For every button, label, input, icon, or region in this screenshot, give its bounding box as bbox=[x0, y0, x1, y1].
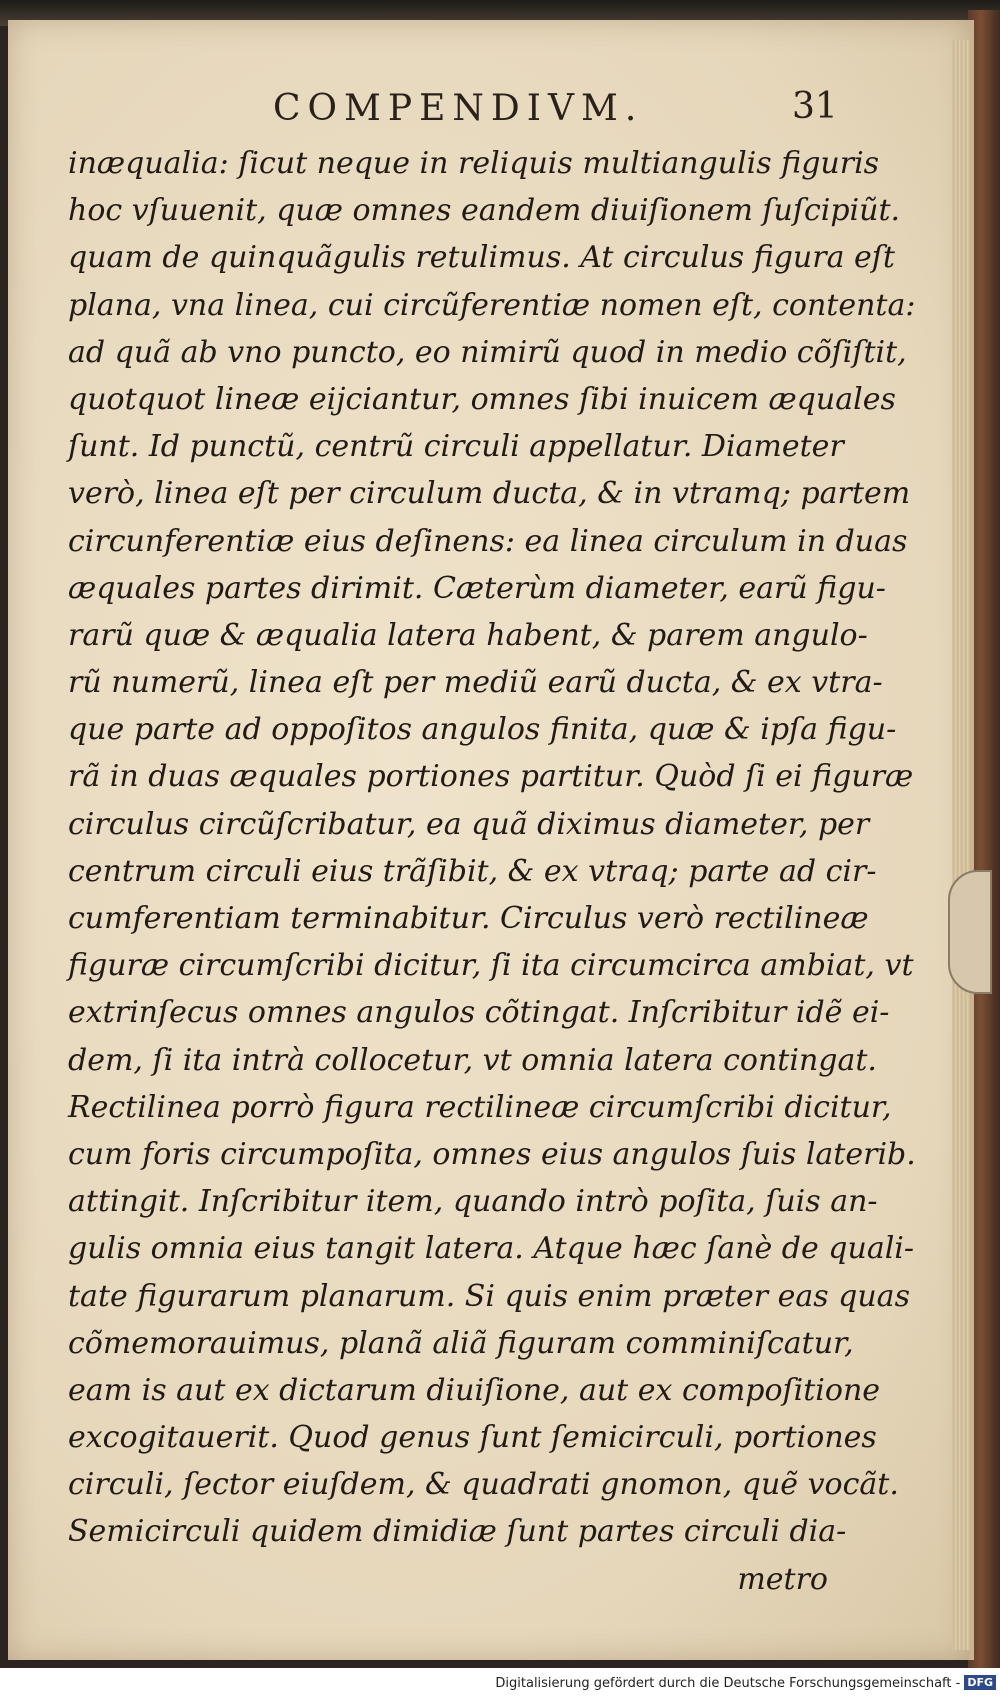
text-line: æquales partes dirimit. Cæterùm diameter, earũ figu- bbox=[68, 570, 886, 606]
text-line: cõmemorauimus, planã aliã figuram comminiſcatur, bbox=[68, 1325, 854, 1361]
dfg-logo: DFG bbox=[964, 1675, 996, 1690]
text-line: attingit. Inſcribitur item, quando intrò poſita, ſuis an- bbox=[68, 1184, 878, 1220]
text-line: rã in duas æquales portiones partitur. Quòd ſi ei figuræ bbox=[68, 759, 914, 795]
credit-text: Digitalisierung gefördert durch die Deutsche Forschungsgemeinschaft - bbox=[495, 1676, 961, 1691]
text-line: verò, linea eſt per circulum ducta, & in vtramq; partem bbox=[68, 476, 911, 512]
text-line: gulis omnia eius tangit latera. Atque hæc ſanè de quali- bbox=[68, 1231, 915, 1267]
text-line: plana, vna linea, cui circũferentiæ nomen eſt, contenta: bbox=[68, 287, 916, 323]
text-line: hoc vſuuenit, quæ omnes eandem diuiſionem ſuſcipiũt. bbox=[68, 193, 901, 229]
text-line: eam is aut ex dictarum diuiſione, aut ex compoſitione bbox=[68, 1372, 881, 1408]
text-line: ad quã ab vno puncto, eo nimirũ quod in medio cõſiſtit, bbox=[68, 334, 907, 370]
text-line: circuli, ſector eiuſdem, & quadrati gnomon, quẽ vocãt. bbox=[68, 1467, 899, 1503]
text-line: rũ numerũ, linea eſt per mediũ earũ ducta, & ex vtra- bbox=[68, 665, 883, 701]
text-line: extrinſecus omnes angulos cõtingat. Inſcribitur idẽ ei- bbox=[68, 995, 890, 1031]
page-number: 31 bbox=[792, 86, 838, 127]
text-line: cum foris circumpoſita, omnes eius angulos ſuis laterib. bbox=[68, 1136, 916, 1172]
text-line: rarũ quæ & æqualia latera habent, & parem angulo- bbox=[68, 617, 868, 653]
page-fore-edge bbox=[952, 40, 970, 1650]
text-line: Semicirculi quidem dimidiæ ſunt partes circuli dia- bbox=[68, 1514, 847, 1550]
text-line: dem, ſi ita intrà collocetur, vt omnia latera contingat. bbox=[68, 1042, 877, 1078]
text-line: circunferentiæ eius deſinens: ea linea circulum in duas bbox=[68, 523, 908, 559]
text-line: inæqualia: ſicut neque in reliquis multiangulis figuris bbox=[68, 146, 880, 181]
running-title: COMPENDIVM. bbox=[273, 88, 644, 129]
text-line: que parte ad oppoſitos angulos finita, quæ & ipſa figu- bbox=[68, 712, 897, 748]
text-line: ſunt. Id punctũ, centrũ circuli appellatur. Diameter bbox=[68, 429, 844, 465]
text-line: metro bbox=[737, 1561, 828, 1597]
text-line: Rectilinea porrò figura rectilineæ circumſcribi dicitur, bbox=[68, 1089, 892, 1125]
text-line: tate figurarum planarum. Si quis enim præter eas quas bbox=[68, 1278, 910, 1314]
body-text bbox=[68, 140, 916, 1603]
text-line: excogitauerit. Quod genus ſunt ſemicirculi, portiones bbox=[68, 1420, 877, 1456]
book-clasp bbox=[948, 870, 992, 994]
text-line: circulus circũſcribatur, ea quã diximus diameter, per bbox=[68, 806, 870, 842]
text-line: figuræ circumſcribi dicitur, ſi ita circumcirca ambiat, vt bbox=[68, 948, 914, 984]
digitization-credit bbox=[495, 1675, 996, 1691]
text-line: centrum circuli eius trãſibit, & ex vtraq; parte ad cir- bbox=[68, 853, 877, 889]
book-page bbox=[8, 20, 974, 1660]
text-line: quam de quinquãgulis retulimus. At circulus figura eſt bbox=[68, 240, 895, 276]
text-line: cumferentiam terminabitur. Circulus verò rectilineæ bbox=[68, 901, 869, 936]
page-header bbox=[8, 82, 970, 142]
text-line: quotquot lineæ eijciantur, omnes ſibi inuicem æquales bbox=[68, 381, 896, 417]
